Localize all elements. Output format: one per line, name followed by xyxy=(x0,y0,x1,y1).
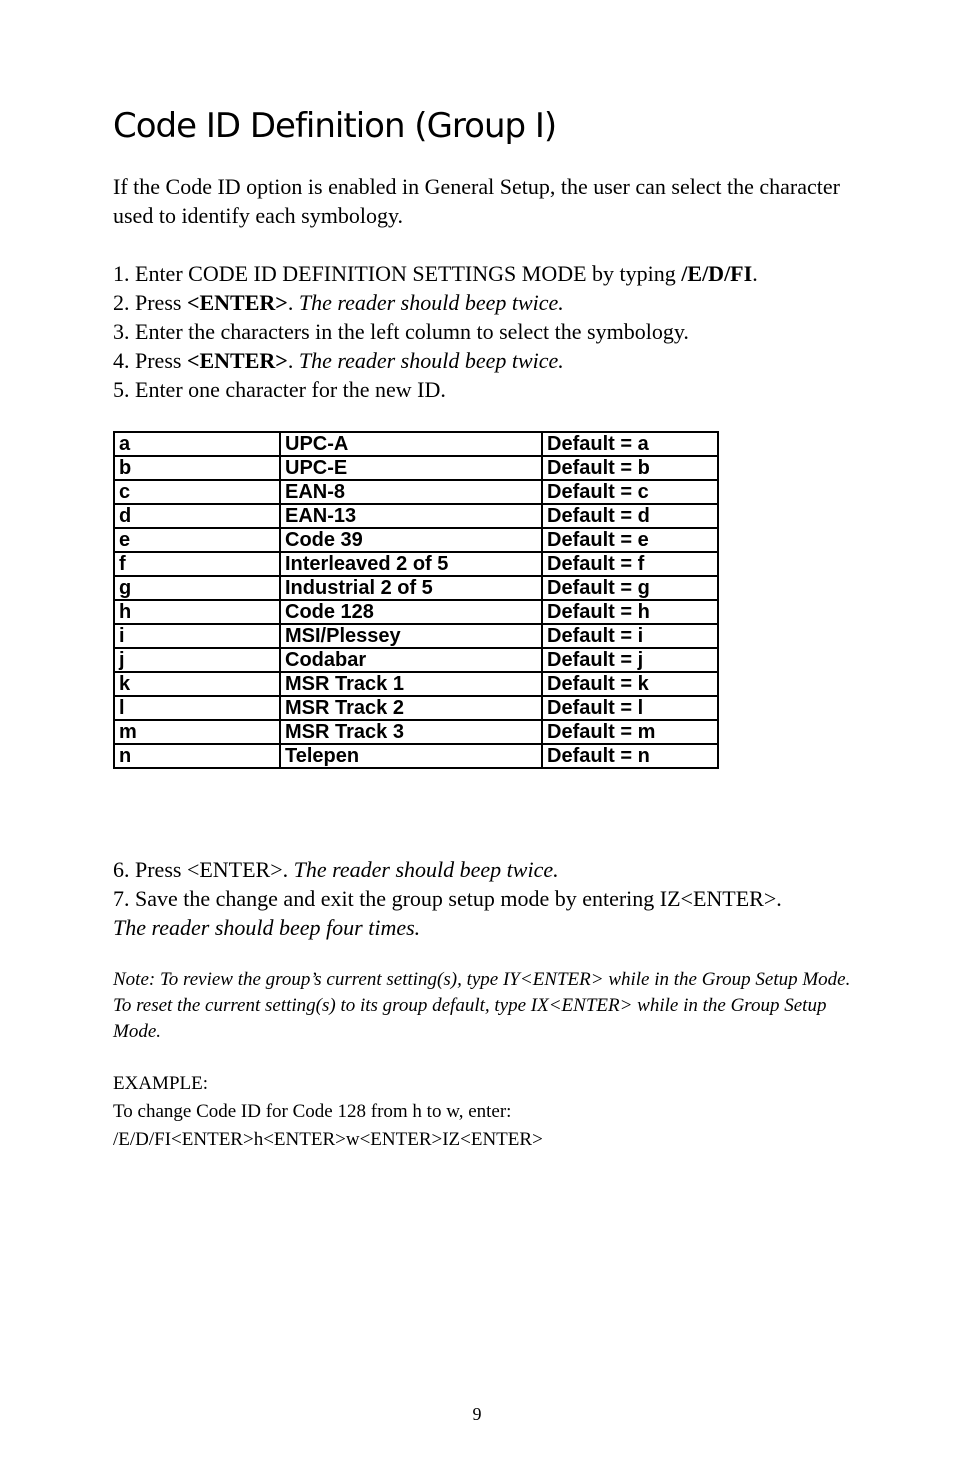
default-cell: Default = f xyxy=(542,552,718,576)
example-description: To change Code ID for Code 128 from h to w, enter: xyxy=(113,1101,512,1122)
table-row xyxy=(114,696,718,720)
code-char-cell: k xyxy=(114,672,280,696)
note-paragraph: Note: To review the group’s current setting(s), type IY<ENTER> while in the Group Setup Mode. To reset the current setting(s) to its group default, type IX<ENTER> while in the Group Setup Mode. xyxy=(113,969,851,1042)
table-row xyxy=(114,480,718,504)
default-cell: Default = n xyxy=(542,744,718,768)
table-row xyxy=(114,432,718,456)
intro-paragraph: If the Code ID option is enabled in General Setup, the user can select the character used to identify each symbology. xyxy=(113,174,840,228)
symbology-cell: UPC-A xyxy=(280,432,542,456)
symbology-cell: Code 128 xyxy=(280,600,542,624)
code-char-cell: m xyxy=(114,720,280,744)
symbology-cell: Industrial 2 of 5 xyxy=(280,576,542,600)
default-cell: Default = a xyxy=(542,432,718,456)
default-cell: Default = b xyxy=(542,456,718,480)
page-number: 9 xyxy=(472,1404,482,1424)
default-cell: Default = k xyxy=(542,672,718,696)
default-cell: Default = c xyxy=(542,480,718,504)
step-item: 3. Enter the characters in the left column to select the symbology. xyxy=(113,319,689,344)
table-row xyxy=(114,720,718,744)
code-char-cell: i xyxy=(114,624,280,648)
step-item: 4. Press <ENTER>. The reader should beep twice. xyxy=(113,348,564,373)
default-cell: Default = g xyxy=(542,576,718,600)
symbology-cell: Code 39 xyxy=(280,528,542,552)
symbology-cell: MSI/Plessey xyxy=(280,624,542,648)
symbology-cell: UPC-E xyxy=(280,456,542,480)
example-heading: EXAMPLE: xyxy=(113,1073,208,1094)
table-row xyxy=(114,504,718,528)
code-id-table xyxy=(113,431,719,769)
default-cell: Default = m xyxy=(542,720,718,744)
final-steps-list xyxy=(113,855,782,942)
symbology-cell: EAN-8 xyxy=(280,480,542,504)
symbology-cell: EAN-13 xyxy=(280,504,542,528)
default-cell: Default = d xyxy=(542,504,718,528)
symbology-cell: MSR Track 3 xyxy=(280,720,542,744)
code-char-cell: j xyxy=(114,648,280,672)
symbology-cell: Codabar xyxy=(280,648,542,672)
symbology-cell: Telepen xyxy=(280,744,542,768)
default-cell: Default = i xyxy=(542,624,718,648)
setup-steps-list xyxy=(113,259,758,404)
table-row xyxy=(114,600,718,624)
code-char-cell: d xyxy=(114,504,280,528)
symbology-cell: MSR Track 1 xyxy=(280,672,542,696)
table-row xyxy=(114,744,718,768)
default-cell: Default = h xyxy=(542,600,718,624)
code-char-cell: h xyxy=(114,600,280,624)
step-item: 5. Enter one character for the new ID. xyxy=(113,377,446,402)
step-item: 7. Save the change and exit the group setup mode by entering IZ<ENTER>. xyxy=(113,886,782,911)
table-row xyxy=(114,528,718,552)
example-command: /E/D/FI<ENTER>h<ENTER>w<ENTER>IZ<ENTER> xyxy=(113,1129,543,1150)
example-block xyxy=(113,1070,543,1154)
code-char-cell: n xyxy=(114,744,280,768)
code-char-cell: f xyxy=(114,552,280,576)
code-char-cell: c xyxy=(114,480,280,504)
code-char-cell: l xyxy=(114,696,280,720)
step-item: 1. Enter CODE ID DEFINITION SETTINGS MODE by typing /E/D/FI. xyxy=(113,261,758,286)
code-char-cell: a xyxy=(114,432,280,456)
default-cell: Default = e xyxy=(542,528,718,552)
code-char-cell: b xyxy=(114,456,280,480)
symbology-cell: MSR Track 2 xyxy=(280,696,542,720)
code-char-cell: g xyxy=(114,576,280,600)
step-item-continuation: The reader should beep four times. xyxy=(113,915,421,940)
step-item: 2. Press <ENTER>. The reader should beep twice. xyxy=(113,290,564,315)
default-cell: Default = l xyxy=(542,696,718,720)
table-row xyxy=(114,552,718,576)
code-char-cell: e xyxy=(114,528,280,552)
table-row xyxy=(114,576,718,600)
symbology-cell: Interleaved 2 of 5 xyxy=(280,552,542,576)
page-title: Code ID Definition (Group I) xyxy=(113,106,557,146)
table-row xyxy=(114,672,718,696)
table-row xyxy=(114,624,718,648)
default-cell: Default = j xyxy=(542,648,718,672)
step-item: 6. Press <ENTER>. The reader should beep twice. xyxy=(113,857,559,882)
table-row xyxy=(114,456,718,480)
table-row xyxy=(114,648,718,672)
